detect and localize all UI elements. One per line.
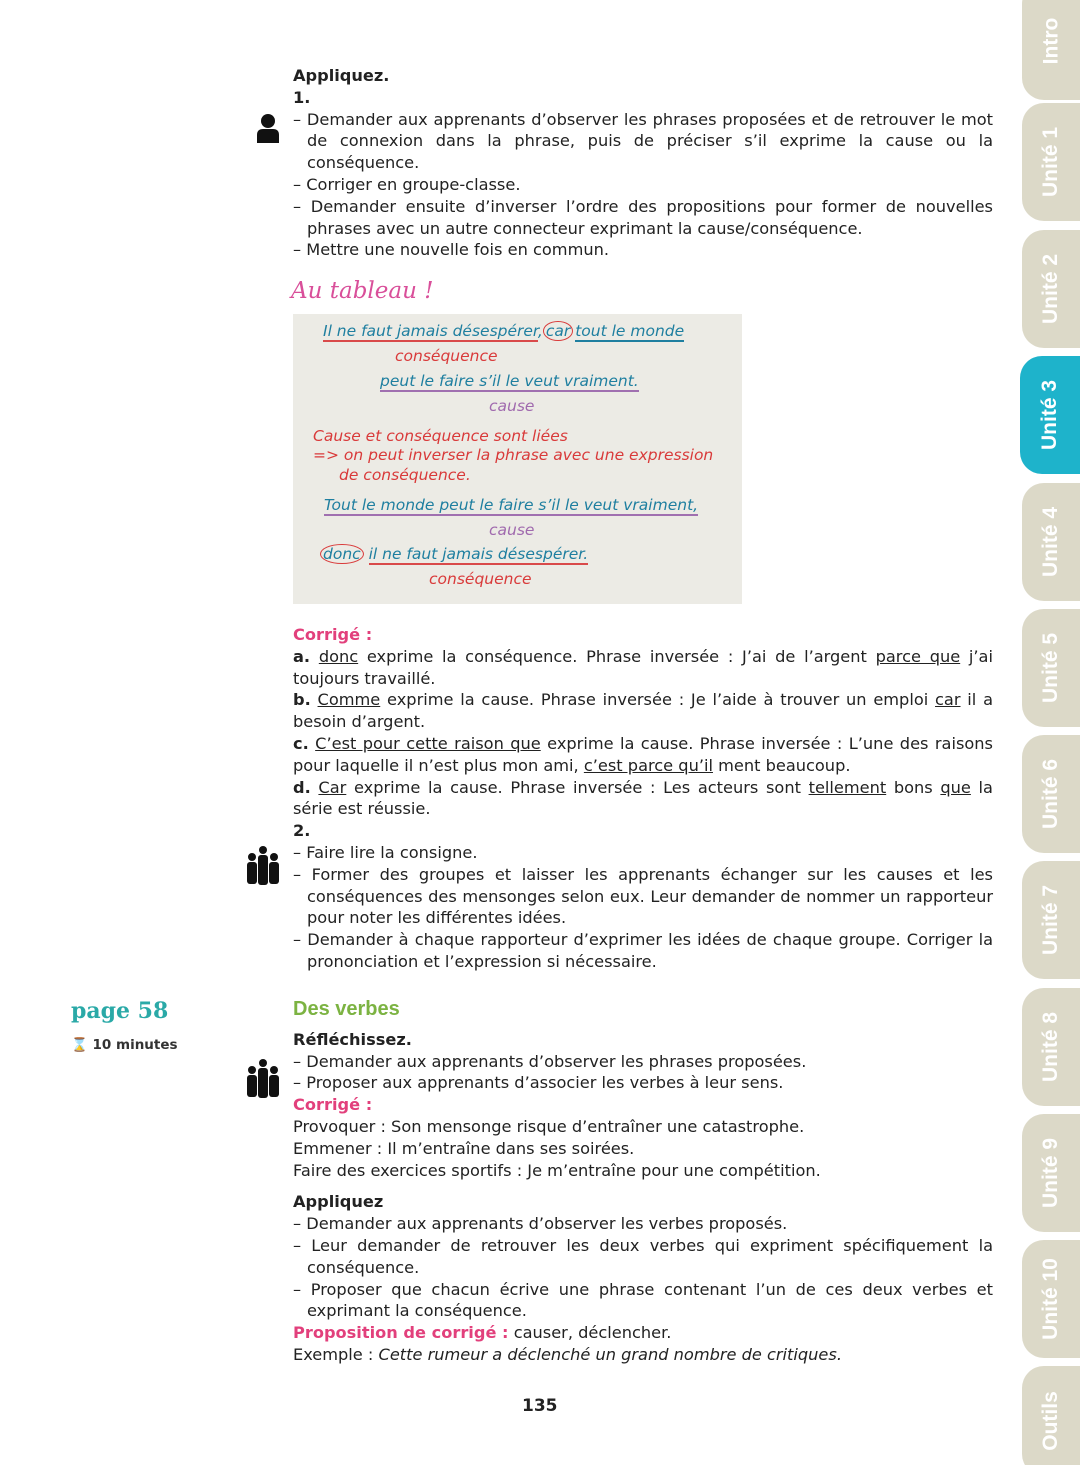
instruction: – Proposer que chacun écrive une phrase contenant l’un de ces deux verbes et exprimant la conséquence. bbox=[293, 1279, 993, 1321]
instruction: – Demander ensuite d’inverser l’ordre des propositions pour former de nouvelles phrases avec un autre connecteur exprimant la cause/conséquence. bbox=[293, 196, 993, 238]
instruction: – Demander aux apprenants d’observer les phrases proposées et de retrouver le mot de connexion dans la phrase, puis de préciser s’il exprime la cause ou la conséquence. bbox=[293, 109, 993, 173]
corrige-item-c: c. C’est pour cette raison que exprime la cause. Phrase inversée : L’une des raisons pour laquelle il n’est plus mon ami, c’est parce qu’il ment beaucoup. bbox=[293, 733, 993, 775]
instruction: – Proposer aux apprenants d’associer les verbes à leur sens. bbox=[293, 1073, 784, 1093]
example: Exemple : Cette rumeur a déclenché un grand nombre de critiques. bbox=[293, 1344, 842, 1364]
hourglass-icon: ⌛ bbox=[71, 1037, 88, 1053]
tab-unite-6[interactable]: Unité 6 bbox=[1022, 735, 1080, 853]
tab-unite-5[interactable]: Unité 5 bbox=[1022, 609, 1080, 727]
verbes-section bbox=[293, 999, 993, 1366]
group-icon bbox=[246, 845, 280, 887]
person-icon bbox=[256, 113, 280, 143]
board-label: conséquence bbox=[429, 570, 532, 588]
tab-intro[interactable]: Intro bbox=[1022, 0, 1080, 100]
corrige-section bbox=[293, 624, 993, 973]
board-text: peut le faire s’il le veut vraiment. bbox=[380, 372, 639, 390]
page-reference: page 58 bbox=[71, 998, 169, 1024]
tab-unite-1[interactable]: Unité 1 bbox=[1022, 103, 1080, 221]
board-text: de conséquence. bbox=[339, 466, 471, 484]
board-text: Cause et conséquence sont liées bbox=[313, 427, 568, 445]
tab-unite-3[interactable]: Unité 3 bbox=[1020, 356, 1080, 474]
item-number: 1. bbox=[293, 87, 311, 107]
board-text: , bbox=[537, 322, 543, 340]
group-icon bbox=[246, 1058, 280, 1100]
heading: Appliquez bbox=[293, 1192, 384, 1212]
corrige-line: Faire des exercices sportifs : Je m’entraîne pour une compétition. bbox=[293, 1160, 821, 1180]
tab-unite-2[interactable]: Unité 2 bbox=[1022, 230, 1080, 348]
tab-unite-8[interactable]: Unité 8 bbox=[1022, 988, 1080, 1106]
board-label: conséquence bbox=[395, 347, 498, 365]
board-connector: car bbox=[543, 321, 573, 341]
instruction: – Demander aux apprenants d’observer les verbes proposés. bbox=[293, 1214, 788, 1234]
board-text: Il ne faut jamais désespérer bbox=[323, 322, 538, 340]
board-connector: donc bbox=[320, 544, 364, 564]
tab-unite-7[interactable]: Unité 7 bbox=[1022, 861, 1080, 979]
tab-unite-9[interactable]: Unité 9 bbox=[1022, 1114, 1080, 1232]
page-number: 135 bbox=[522, 1396, 558, 1416]
board-text: tout le monde bbox=[575, 322, 685, 340]
tab-outils[interactable]: Outils bbox=[1022, 1366, 1080, 1465]
board-label: cause bbox=[489, 521, 535, 539]
corrige-item-b: b. Comme exprime la cause. Phrase inversée : Je l’aide à trouver un emploi car il a besoin d’argent. bbox=[293, 690, 994, 732]
instruction: – Leur demander de retrouver les deux verbes qui expriment spécifiquement la conséquence. bbox=[293, 1235, 993, 1277]
heading: Réfléchissez. bbox=[293, 1029, 412, 1049]
section-appliquez-1 bbox=[293, 65, 993, 261]
board-text: il ne faut jamais désespérer. bbox=[368, 545, 589, 563]
board-text: => on peut inverser la phrase avec une expression bbox=[313, 446, 714, 464]
corrige-item-d: d. Car exprime la cause. Phrase inversée : Les acteurs sont tellement bons que la série est réussie. bbox=[293, 777, 993, 819]
board-title: Au tableau ! bbox=[291, 278, 434, 304]
section-title: Des verbes bbox=[293, 998, 400, 1020]
tab-unite-4[interactable]: Unité 4 bbox=[1022, 483, 1080, 601]
corrige-label: Corrigé : bbox=[293, 625, 373, 644]
item-number: 2. bbox=[293, 821, 311, 841]
corrige-label: Corrigé : bbox=[293, 1095, 373, 1115]
tab-unite-10[interactable]: Unité 10 bbox=[1022, 1240, 1080, 1358]
instruction: – Mettre une nouvelle fois en commun. bbox=[293, 240, 609, 260]
instruction: – Faire lire la consigne. bbox=[293, 842, 478, 862]
corrige-line: Provoquer : Son mensonge risque d’entraîner une catastrophe. bbox=[293, 1116, 805, 1136]
board-text: Tout le monde peut le faire s’il le veut vraiment, bbox=[324, 496, 699, 514]
unit-tabs bbox=[1022, 0, 1080, 1465]
instruction: – Former des groupes et laisser les apprenants échanger sur les causes et les conséquences des mensonges selon eux. Leur demander de nommer un rapporteur pour noter les différentes idées. bbox=[293, 864, 993, 928]
corrige-item-a: a. donc exprime la conséquence. Phrase inversée : J’ai de l’argent parce que j’ai toujours travaillé. bbox=[293, 646, 993, 688]
instruction: – Demander aux apprenants d’observer les phrases proposées. bbox=[293, 1051, 807, 1071]
instruction: – Corriger en groupe-classe. bbox=[293, 174, 521, 194]
corrige-line: Emmener : Il m’entraîne dans ses soirées. bbox=[293, 1138, 635, 1158]
board-label: cause bbox=[489, 397, 535, 415]
duration: ⌛ 10 minutes bbox=[71, 1037, 178, 1053]
heading: Appliquez. bbox=[293, 66, 390, 85]
proposition: Proposition de corrigé : causer, déclencher. bbox=[293, 1323, 672, 1343]
instruction: – Demander à chaque rapporteur d’exprimer les idées de chaque groupe. Corriger la prononciation et l’expression si nécessaire. bbox=[293, 930, 993, 971]
board-image bbox=[293, 314, 742, 604]
